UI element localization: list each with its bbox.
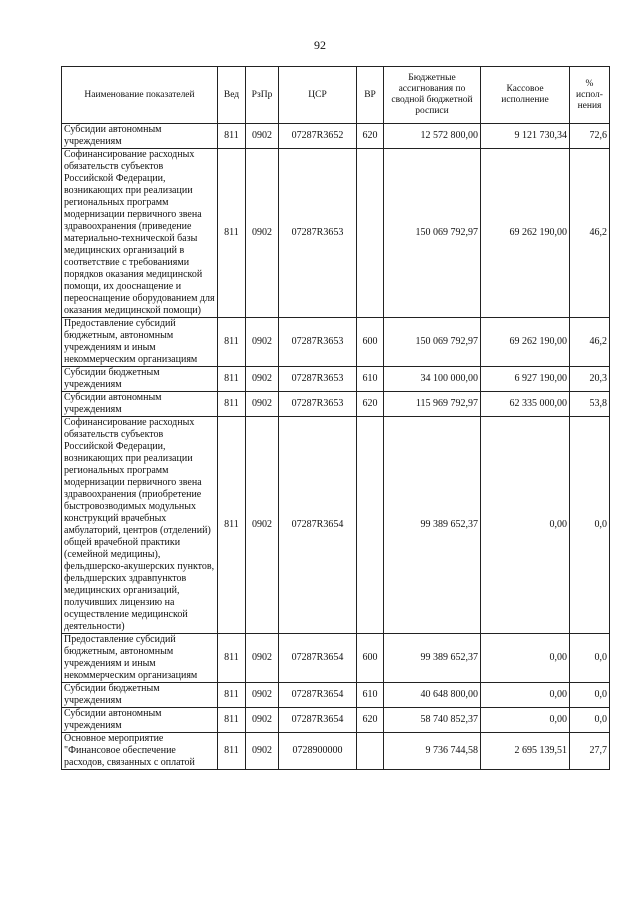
cell-name: Субсидии бюджетным учреждениям: [62, 367, 218, 392]
header-pct: % испол-нения: [570, 67, 610, 124]
cell-vr: [357, 149, 384, 318]
table-row: [62, 124, 610, 149]
cell-budget: 34 100 000,00: [384, 367, 481, 392]
cell-ved: 811: [218, 124, 246, 149]
cell-budget: 58 740 852,37: [384, 708, 481, 733]
table-row: [62, 634, 610, 683]
cell-budget: 12 572 800,00: [384, 124, 481, 149]
cell-pct: 0,0: [570, 683, 610, 708]
cell-csr: 07287R3654: [279, 634, 357, 683]
cell-name: Основное мероприятие "Финансовое обеспечение расходов, связанных с оплатой: [62, 733, 218, 770]
cell-vr: 620: [357, 392, 384, 417]
cell-name: Софинансирование расходных обязательств субъектов Российской Федерации, возникающих при реализации региональных программ модернизации первичного звена здравоохранения (приобретение быстровозводимых модульных конструкций врачебных амбулаторий, центров (отделений) общей врачебной практики (семейной медицины), фельдшерско-акушерских пунктов, фельдшерских здравпунктов медицинских организаций, получивших лицензию на осуществление медицинской деятельности): [62, 417, 218, 634]
cell-rzpr: 0902: [246, 367, 279, 392]
cell-name: Субсидии автономным учреждениям: [62, 124, 218, 149]
cell-rzpr: 0902: [246, 708, 279, 733]
cell-budget: 115 969 792,97: [384, 392, 481, 417]
cell-vr: 610: [357, 683, 384, 708]
cell-budget: 9 736 744,58: [384, 733, 481, 770]
cell-pct: 46,2: [570, 149, 610, 318]
cell-rzpr: 0902: [246, 733, 279, 770]
cell-name: Предоставление субсидий бюджетным, автономным учреждениям и иным некоммерческим организациям: [62, 318, 218, 367]
table-row: [62, 708, 610, 733]
cell-rzpr: 0902: [246, 392, 279, 417]
cell-vr: 620: [357, 124, 384, 149]
table-row: [62, 318, 610, 367]
cell-csr: 0728900000: [279, 733, 357, 770]
table-header-row: [62, 67, 610, 124]
cell-ved: 811: [218, 417, 246, 634]
cell-csr: 07287R3654: [279, 417, 357, 634]
cell-budget: 99 389 652,37: [384, 417, 481, 634]
cell-kass: 0,00: [481, 634, 570, 683]
table-row: [62, 733, 610, 770]
cell-pct: 72,6: [570, 124, 610, 149]
page-number: 92: [314, 38, 326, 52]
budget-table: [61, 66, 610, 770]
cell-ved: 811: [218, 634, 246, 683]
cell-name: Субсидии автономным учреждениям: [62, 392, 218, 417]
cell-kass: 0,00: [481, 708, 570, 733]
cell-kass: 9 121 730,34: [481, 124, 570, 149]
cell-name: Софинансирование расходных обязательств субъектов Российской Федерации, возникающих при реализации региональных программ модернизации первичного звена здравоохранения (приведение материально-технической базы медицинских организаций в соответствие с требованиями порядков оказания медицинской помощи, их дооснащение и переоснащение оборудованием для оказания медицинской помощи): [62, 149, 218, 318]
cell-pct: 20,3: [570, 367, 610, 392]
cell-name: Субсидии бюджетным учреждениям: [62, 683, 218, 708]
cell-csr: 07287R3653: [279, 149, 357, 318]
header-kass: Кассовое исполнение: [481, 67, 570, 124]
cell-ved: 811: [218, 318, 246, 367]
cell-ved: 811: [218, 392, 246, 417]
cell-kass: 69 262 190,00: [481, 149, 570, 318]
cell-vr: 600: [357, 634, 384, 683]
cell-pct: 0,0: [570, 708, 610, 733]
cell-ved: 811: [218, 733, 246, 770]
cell-kass: 0,00: [481, 683, 570, 708]
cell-pct: 53,8: [570, 392, 610, 417]
table-row: [62, 417, 610, 634]
cell-ved: 811: [218, 683, 246, 708]
cell-pct: 0,0: [570, 417, 610, 634]
cell-name: Субсидии автономным учреждениям: [62, 708, 218, 733]
header-vr: ВР: [357, 67, 384, 124]
cell-pct: 0,0: [570, 634, 610, 683]
header-ved: Вед: [218, 67, 246, 124]
cell-csr: 07287R3654: [279, 683, 357, 708]
cell-vr: [357, 733, 384, 770]
cell-budget: 150 069 792,97: [384, 318, 481, 367]
cell-rzpr: 0902: [246, 634, 279, 683]
table-body: [62, 124, 610, 770]
cell-rzpr: 0902: [246, 683, 279, 708]
cell-csr: 07287R3653: [279, 318, 357, 367]
cell-rzpr: 0902: [246, 318, 279, 367]
table-row: [62, 149, 610, 318]
cell-pct: 46,2: [570, 318, 610, 367]
cell-kass: 69 262 190,00: [481, 318, 570, 367]
cell-rzpr: 0902: [246, 124, 279, 149]
cell-pct: 27,7: [570, 733, 610, 770]
header-rzpr: РзПр: [246, 67, 279, 124]
cell-ved: 811: [218, 367, 246, 392]
cell-csr: 07287R3654: [279, 708, 357, 733]
cell-vr: 610: [357, 367, 384, 392]
cell-csr: 07287R3652: [279, 124, 357, 149]
cell-csr: 07287R3653: [279, 392, 357, 417]
cell-kass: 0,00: [481, 417, 570, 634]
table-row: [62, 367, 610, 392]
cell-kass: 2 695 139,51: [481, 733, 570, 770]
cell-name: Предоставление субсидий бюджетным, автономным учреждениям и иным некоммерческим организациям: [62, 634, 218, 683]
header-csr: ЦСР: [279, 67, 357, 124]
cell-vr: [357, 417, 384, 634]
cell-vr: 600: [357, 318, 384, 367]
table-row: [62, 392, 610, 417]
cell-rzpr: 0902: [246, 417, 279, 634]
cell-budget: 40 648 800,00: [384, 683, 481, 708]
cell-kass: 62 335 000,00: [481, 392, 570, 417]
cell-budget: 150 069 792,97: [384, 149, 481, 318]
cell-vr: 620: [357, 708, 384, 733]
cell-rzpr: 0902: [246, 149, 279, 318]
cell-ved: 811: [218, 708, 246, 733]
table-row: [62, 683, 610, 708]
cell-ved: 811: [218, 149, 246, 318]
cell-kass: 6 927 190,00: [481, 367, 570, 392]
header-name: Наименование показателей: [62, 67, 218, 124]
cell-budget: 99 389 652,37: [384, 634, 481, 683]
cell-csr: 07287R3653: [279, 367, 357, 392]
header-budget: Бюджетные ассигнования по сводной бюджетной росписи: [384, 67, 481, 124]
